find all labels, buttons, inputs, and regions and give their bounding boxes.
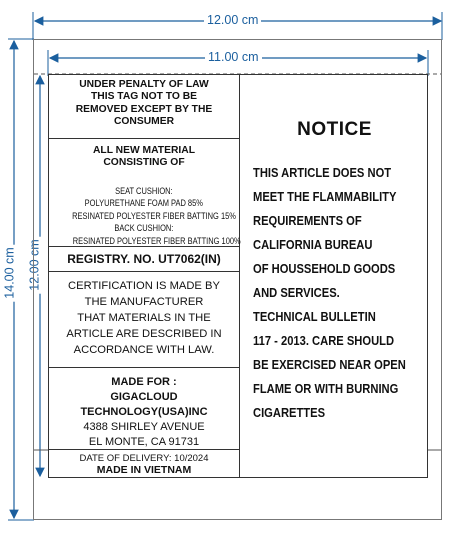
certification-section: CERTIFICATION IS MADE BY THE MANUFACTURER THAT MATERIALS IN THE ARTICLE ARE DESCRIBED IN ACCORDANCE WITH LAW. (49, 272, 239, 368)
material-line: BACK CUSHION: (114, 223, 174, 235)
delivery-section (49, 452, 239, 477)
notice-line: BE EXERCISED NEAR OPEN (253, 357, 406, 372)
notice-body (253, 161, 406, 425)
notice-line: MEET THE FLAMMABILITY (253, 189, 397, 204)
penalty-line: CONSUMER (113, 116, 175, 128)
notice-line: 117 - 2013. CARE SHOULD (253, 333, 395, 348)
company-name: GIGACLOUD TECHNOLOGY(USA)INC (80, 391, 208, 418)
penalty-line: REMOVED EXCEPT BY THE (75, 103, 213, 115)
penalty-section (49, 75, 239, 139)
material-heading: ALL NEW MATERIAL CONSISTING OF (92, 145, 195, 169)
notice-title: NOTICE (297, 119, 372, 140)
inner-width-label: 11.00 cm (205, 50, 262, 64)
notice-line: AND SERVICES. (253, 285, 340, 300)
notice-line: CIGARETTES (253, 405, 326, 420)
material-section (49, 139, 239, 247)
registry-number: REGISTRY. NO. UT7062(IN) (49, 247, 239, 272)
penalty-line: UNDER PENALTY OF LAW (79, 79, 209, 90)
outer-height-label: 14.00 cm (3, 244, 17, 301)
outer-width-label: 12.00 cm (204, 13, 261, 27)
material-line: POLYURETHANE FOAM PAD 85% (84, 198, 204, 210)
notice-line: CALIFORNIA BUREAU (253, 237, 373, 252)
inner-height-label: 12.00 cm (28, 236, 42, 293)
notice-line: OF HOUSSEHOLD GOODS (253, 261, 396, 276)
material-line: RESINATED POLYESTER FIBER BATTING 100% (72, 235, 241, 247)
delivery-date: DATE OF DELIVERY: 10/2024 (79, 453, 209, 464)
company-address: 4388 SHIRLEY AVENUE EL MONTE, CA 91731 (83, 421, 205, 448)
notice-line: FLAME OR WITH BURNING (253, 381, 399, 396)
notice-line: REQUIREMENTS OF (253, 213, 362, 228)
made-for-section (49, 368, 239, 450)
notice-line: THIS ARTICLE DOES NOT (253, 165, 392, 180)
penalty-line: THIS TAG NOT TO BE (90, 91, 198, 103)
law-label (48, 74, 428, 478)
made-for-label: MADE FOR : (111, 376, 177, 388)
materials-list (49, 186, 239, 249)
label-left-column (49, 75, 240, 477)
material-line: RESINATED POLYESTER FIBER BATTING 15% (72, 210, 236, 222)
notice-line: TECHNICAL BULLETIN (253, 309, 376, 324)
made-in: MADE IN VIETNAM (96, 464, 192, 476)
material-line: SEAT CUSHION: (115, 185, 173, 197)
